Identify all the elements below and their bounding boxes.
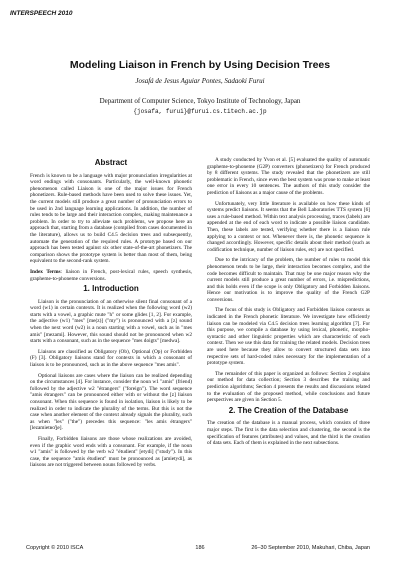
body-paragraph: A study conducted by Yvon et al. [5] evaluated the quality of automatic grapheme-to-phoneme (G2P) converters (phonetizers) for French produced by 8 different systems. The study revealed that the phonetizers are still problematic in French, since even the best system was prone to make at least one error in every 10 sentences. The authors of this study consider the prediction of liaisons as a major cause of the problems. [207, 157, 370, 196]
index-terms [30, 269, 192, 282]
intro-heading: 1. Introduction [83, 284, 139, 294]
footer-conference: 26–30 September 2010, Makuhari, Chiba, Japan [251, 545, 370, 551]
section2-text: The creation of the database is a manual process, which consists of three major steps. The first is the data selection and clustering, the second is the specification of features (attributes) and values, and the third is the creation of data sets. Each of them is explained in the next subsections. [207, 420, 370, 447]
body-paragraph: The remainder of this paper is organized as follows: Section 2 explains our method for data collection; Section 3 describes the training and prediction algorithms; Section 4 presents the results and discussions related to the evaluation of the proposed method, while conclusions and future perspectives are given in Section 5. [207, 370, 370, 404]
index-terms-label: Index Terms [30, 268, 61, 275]
paper-affiliation: Department of Computer Science, Tokyo Institute of Technology, Japan [99, 97, 301, 105]
paper-email: {josafa, furui}@furui.cs.titech.ac.jp [133, 108, 267, 115]
left-column [30, 158, 192, 473]
intro-paragraph: Finally, Forbidden liaisons are those whose realizations are avoided, even if the graphic word ends with a consonant. For example, if the noun w1 "amis" is followed by the verb w2 "étudient" [etydi] ("study"). In this case, the sequence "amis étudient" must be pronounced as [amietydi], as liaisons are not triggered between nouns followed by verbs. [30, 435, 192, 469]
paper-title: Modeling Liaison in French by Using Decision Trees [69, 59, 331, 71]
index-terms-text: : liaison in French, post-lexical rules, speech synthesis, grapheme-to-phoneme conversions. [30, 268, 192, 282]
intro-paragraph: Liaisons are classified as Obligatory (Ob), Optional (Op) or Forbidden (F) [3]. Obligatory liaisons stand for contexts in which a consonant of liaison is to be pronounced, such as in the above sequence "mes amis". [30, 348, 192, 369]
section2-heading: 2. The Creation of the Database [228, 405, 349, 415]
paper-authors: Josafá de Jesus Aguiar Pontes, Sadaoki Furui [135, 77, 265, 85]
abstract-heading: Abstract [94, 158, 128, 167]
footer-page-number: 186 [195, 545, 205, 551]
body-paragraph: Unfortunately, very little literature is available on how these kinds of systems predict liaisons. It seems that the Bell Laboratories TTS system [6] uses a rule-based method. Within text analysis processing, traces (labels) are appended at the end of each word to indicate a possible liaison candidate. Then, these labels are tested, verifying whether there is a liaison rule applying to a context or not. Whenever there is, the phonetic sequence is changed accordingly. However, specific details about their method (such as codification technique, number of liaison rules, etc) are not specified. [207, 200, 370, 253]
footer-copyright: Copyright © 2010 ISCA [26, 545, 84, 551]
intro-paragraph: Liaison is the pronunciation of an otherwise silent final consonant of a word (w1) in certain contexts. It is realized when the following word (w2) starts with a vowel, a graphic mute "h" or some glides [1, 2]. For example, the adjective (w1) "mes" [me(z)] ("my") is pronounced with a [z] sound when the next word (w2) is a noun starting with a vowel, such as in "mes amis" [mezami]. However, this sound should not be pronounced when w2 starts with a consonant, such as in the sequence "mes doigts" [medwa]. [30, 298, 192, 345]
right-column [207, 157, 370, 451]
intro-paragraph: Optional liaisons are cases where the liaison can be realized depending on the circumstances [4]. For instance, consider the noun w1 "amis" (friend) followed by the adjective w2 "étrangers" ("foreign"). The word sequence "amis étrangers" can be pronounced either with or without the [z] liaison consonant. When this sequence is found in isolation, liaison is likely to be realized in order to indicate the plurality of the terms. But this is not the case when another element of the context already signals the plurality, such as when "les" ("the") precedes this sequence: "les amis étrangers" [lezamietʁɑ̃ʒe]. [30, 372, 192, 432]
body-paragraph: Due to the intricacy of the problem, the number of rules to model this phenomenon tends to be large, their interaction becomes complex, and the code becomes difficult to maintain. That may be one major reason why the current models still produce a great number of errors, i.e. mispredictions, and this holds even if the scope is only Obligatory and Forbidden liaisons. Hence our motivation is to improve the quality of the French G2P conversions. [207, 257, 370, 303]
abstract-text: French is known to be a language with major pronunciation irregularities at word endings with consonants. Particularly, the well-known phonetic phenomenon called Liaison is one of the major issues for French phonetizers. Rule-based methods have been used to solve these issues. Yet, the current models still produce a great number of pronunciation errors to be used in 2nd language learning applications. In addition, the number of rules tends to be large and their interaction complex, making maintenance a problem. In order to try to alleviate such problems, we propose here an approach that, starting from a database (compiled from cases documented in the literature), allows us to build C4.5 decision trees and subsequently, automate the generation of the required rules. A prototype based on our approach has been tested against six other state-of-the-art phonetizers. The comparison shows the prototype system is better than most of them, being equivalent to the second-rank system. [30, 172, 192, 265]
running-header: INTERSPEECH 2010 [10, 10, 73, 17]
body-paragraph: The focus of this study is Obligatory and Forbidden liaison contexts as indicated in the French phonetic literature. We investigate how efficiently liaison can be modeled via C4.5 decision trees learning algorithm [7]. For this purpose, we compile a database by using lexical, phonetic, morpho-syntactic and other linguistic properties which are characteristic of each context. Then we use this data for training the related models. Decision trees are used here because they allow to convert structured data sets into respective sets of hard-coded rules necessary for the implementation of a prototype system. [207, 307, 370, 367]
